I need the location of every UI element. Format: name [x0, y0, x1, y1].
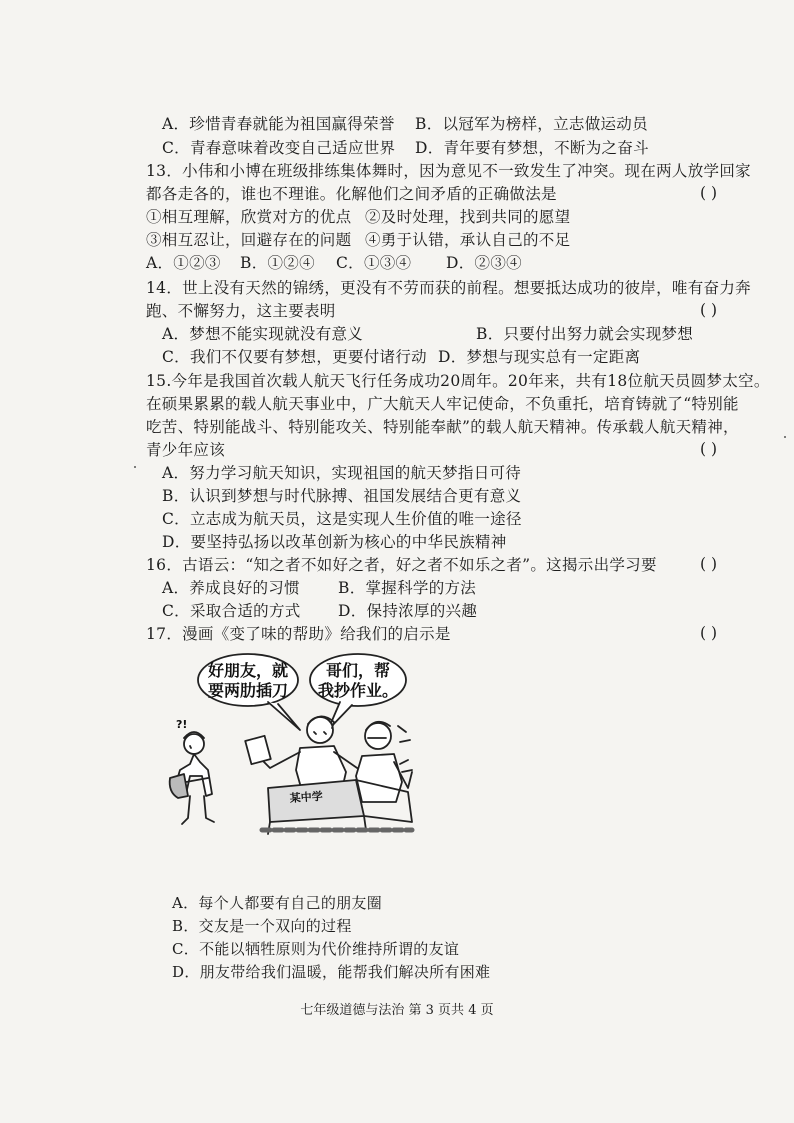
q15-stem-line3: 吃苦、特别能战斗、特别能攻关、特别能奉献”的载人航天精神。传承载人航天精神，: [146, 418, 739, 436]
boy-exclaim-text: ?!: [176, 718, 188, 731]
q12-option-b: B．以冠军为榜样，立志做运动员: [415, 115, 648, 133]
q17-option-a: A．每个人都要有自己的朋友圈: [172, 894, 383, 912]
boy-figure: [170, 732, 214, 824]
q17-stem-line1: 17．漫画《变了味的帮助》给我们的启示是: [146, 625, 451, 643]
q16-option-a: A．养成良好的习惯: [162, 579, 300, 597]
q13-option-c: C．①③④: [336, 254, 412, 272]
cartoon-illustration: [150, 652, 418, 838]
q17-option-d: D．朋友带给我们温暖，能帮我们解决所有困难: [172, 963, 491, 981]
q14-option-d: D．梦想与现实总有一定距离: [438, 348, 641, 366]
q17-answer-blank: ( ): [700, 624, 718, 642]
q15-option-c: C．立志成为航天员，这是实现人生价值的唯一途径: [162, 510, 522, 528]
q17-option-b: B．交友是一个双向的过程: [172, 917, 352, 935]
bubble-right-line1: 哥们，帮: [325, 661, 391, 680]
q16-answer-blank: ( ): [700, 555, 718, 573]
q13-stem-line2: 都各走各的，谁也不理谁。化解他们之间矛盾的正确做法是: [146, 185, 557, 203]
scan-speck: [134, 466, 136, 468]
q14-option-c: C．我们不仅要有梦想，更要付诸行动: [162, 348, 427, 366]
desk-sign-text: 某中学: [289, 789, 324, 805]
q15-stem-line1: 15.今年是我国首次载人航天飞行任务成功20周年。20年来，共有18位航天员圆梦太空。: [146, 372, 770, 390]
page-footer: 七年级道德与法治 第 3 页共 4 页: [300, 1003, 494, 1018]
q14-option-a: A．梦想不能实现就没有意义: [162, 325, 364, 343]
q12-option-d: D．青年要有梦想，不断为之奋斗: [415, 139, 649, 157]
q16-option-d: D．保持浓厚的兴趣: [338, 602, 478, 620]
q13-answer-blank: ( ): [700, 184, 718, 202]
q15-option-b: B．认识到梦想与时代脉搏、祖国发展结合更有意义: [162, 487, 522, 505]
q12-option-c: C．青春意味着改变自己适应世界: [162, 139, 396, 157]
q14-answer-blank: ( ): [700, 301, 718, 319]
q16-stem-line1: 16．古语云：“知之者不如好之者，好之者不如乐之者”。这揭示出学习要: [146, 556, 657, 574]
school-desk: [268, 780, 412, 834]
q14-stem-line1: 14．世上没有天然的锦绣，更没有不劳而获的前程。想要抵达成功的彼岸，唯有奋力奔: [146, 279, 751, 297]
q13-option-b: B．①②④: [240, 254, 315, 272]
bubble-left-line1: 好朋友，就: [207, 661, 289, 680]
q13-item-4: ④勇于认错，承认自己的不足: [365, 231, 571, 249]
q15-option-d: D．要坚持弘扬以改革创新为核心的中华民族精神: [162, 533, 507, 551]
bubble-left-line2: 要两肋插刀: [207, 681, 289, 700]
q15-stem-line2: 在硕果累累的载人航天事业中，广大航天人牢记使命，不负重托，培育铸就了“特别能: [146, 395, 739, 413]
q12-option-a: A．珍惜青春就能为祖国赢得荣誉: [162, 115, 395, 133]
q15-answer-blank: ( ): [700, 440, 718, 458]
q16-option-c: C．采取合适的方式: [162, 602, 301, 620]
q13-option-d: D．②③④: [446, 254, 522, 272]
q13-option-a: A．①②③: [146, 254, 221, 272]
q17-option-c: C．不能以牺牲原则为代价维持所谓的友谊: [172, 940, 460, 958]
q13-item-2: ②及时处理，找到共同的愿望: [365, 208, 571, 226]
scan-speck: [784, 436, 786, 438]
q13-stem-line1: 13．小伟和小博在班级排练集体舞时，因为意见不一致发生了冲突。现在两人放学回家: [146, 162, 751, 180]
q15-option-a: A．努力学习航天知识，实现祖国的航天梦指日可待: [162, 464, 522, 482]
q15-stem-line4: 青少年应该: [146, 441, 226, 459]
q13-item-3: ③相互忍让，回避存在的问题: [146, 231, 352, 249]
q14-stem-line2: 跑、不懈努力，这主要表明: [146, 302, 336, 320]
q16-option-b: B．掌握科学的方法: [338, 579, 477, 597]
q14-option-b: B．只要付出努力就会实现梦想: [476, 325, 694, 343]
q13-item-1: ①相互理解，欣赏对方的优点: [146, 208, 352, 226]
bubble-right-line2: 我抄作业。: [317, 681, 399, 700]
